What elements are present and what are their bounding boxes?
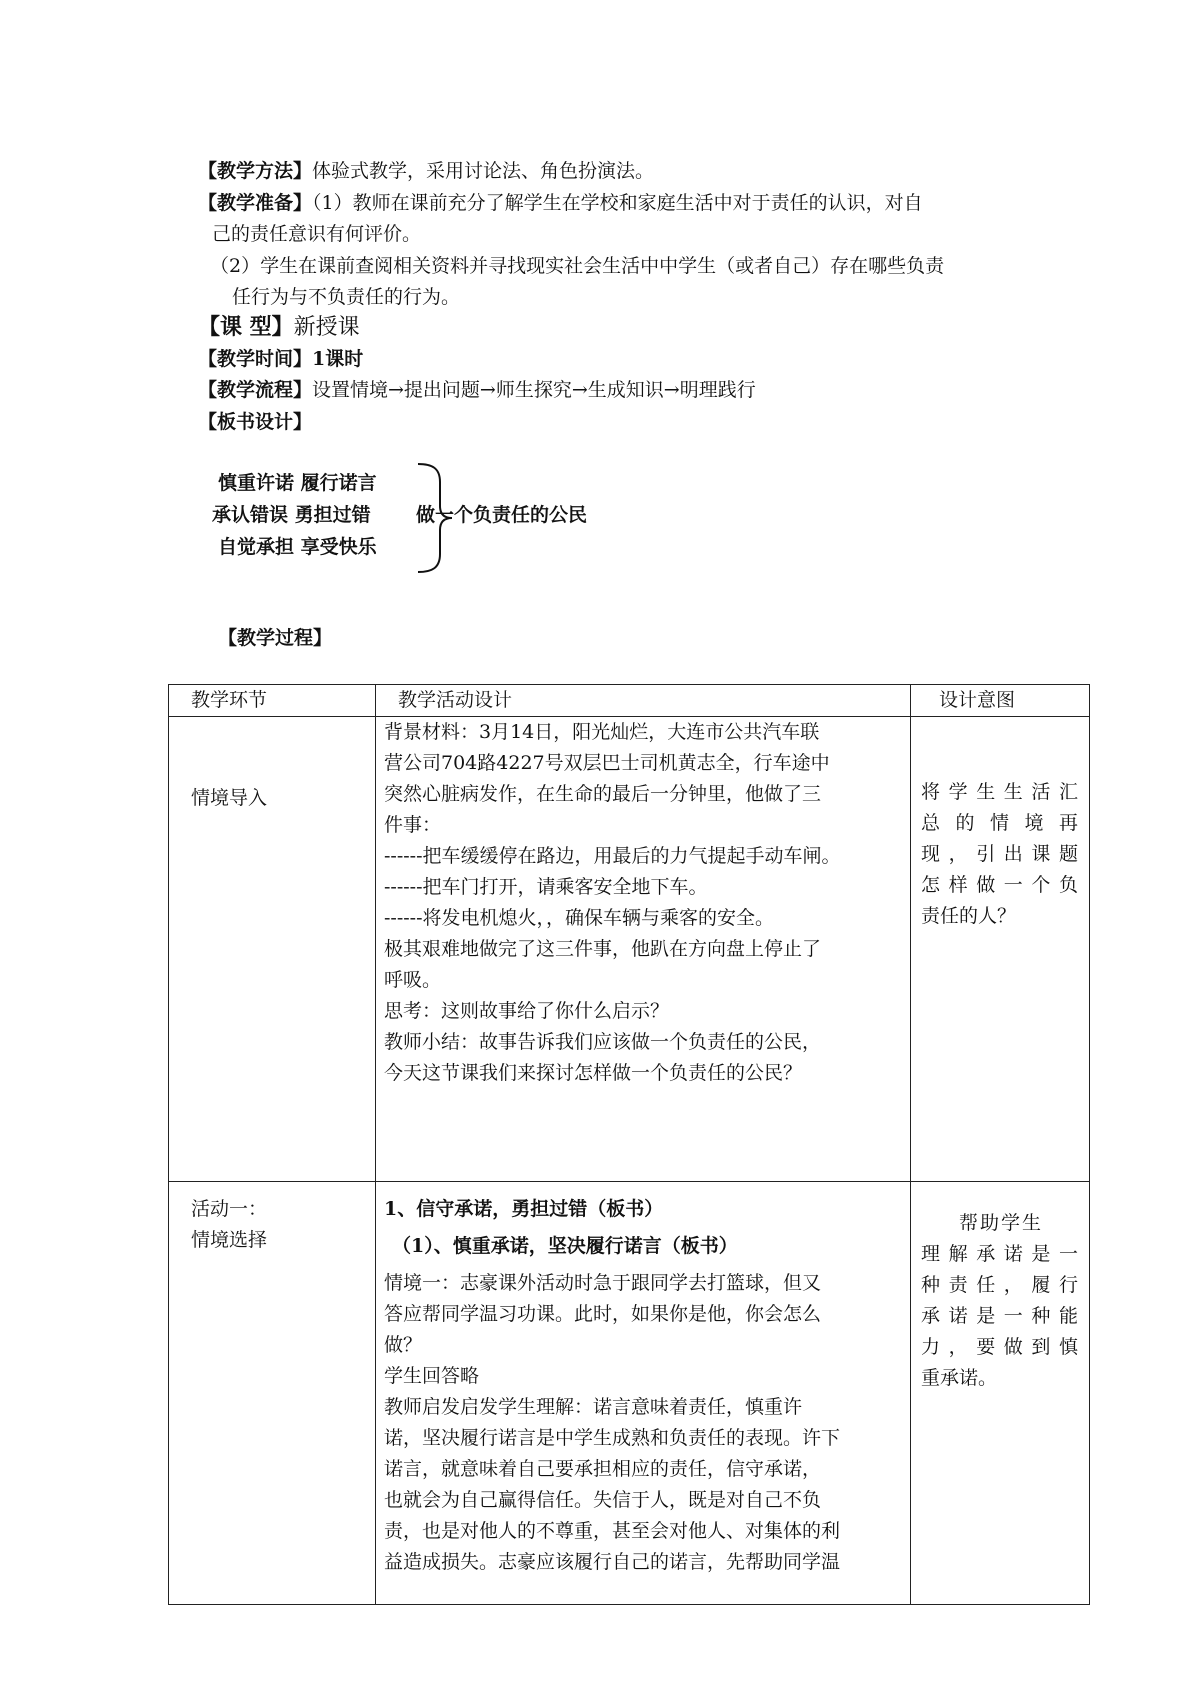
activity-line: ------把车门打开，请乘客安全地下车。 [384,876,708,898]
board-line-3: 自觉承担 享受快乐 [218,536,377,558]
intent-line: 总的情境再 [921,812,1079,834]
teaching-flow-label: 【教学流程】 [198,379,313,401]
teaching-method-text: 体验式教学，采用讨论法、角色扮演法。 [312,160,655,182]
intent-line: 将学生生活汇 [921,781,1079,803]
activity-line: 件事： [384,814,442,836]
lesson-type-label: 【课 型】 [198,314,294,340]
intent-line: 怎样做一个负 [921,874,1079,896]
teaching-time-line [198,345,363,373]
table-row [169,1182,1090,1605]
table-row [169,717,1090,1182]
activity-line: 诺，坚决履行诺言是中学生成熟和负责任的表现。许下 [384,1427,841,1449]
intent-line: 承诺是一种能 [921,1305,1079,1327]
activity-line: 突然心脏病发作，在生命的最后一分钟里，他做了三 [384,783,822,805]
teaching-prep-text-2b: 任行为与不负责任的行为。 [232,286,461,308]
intent-line: 力，要做到慎 [921,1336,1079,1358]
activity-line: 思考：这则故事给了你什么启示？ [384,1000,670,1022]
intent-line: 重承诺。 [921,1367,998,1389]
activity-cell [376,717,911,1182]
activity-heading-1: 1、信守承诺，勇担过错（板书） [384,1198,664,1220]
activity-heading-2: （1）、慎重承诺，坚决履行诺言（板书） [392,1235,738,1257]
activity-line: 极其艰难地做完了这三件事，他趴在方向盘上停止了 [384,938,822,960]
intent-line: 责任的人？ [921,905,1017,927]
intent-line: 现，引出课题 [921,843,1079,865]
intent-line: 理解承诺是一 [921,1243,1079,1265]
teaching-process-table [168,684,1090,1605]
activity-line: 益造成损失。志豪应该履行自己的诺言，先帮助同学温 [384,1551,841,1573]
intent-line: 帮助学生 [959,1212,1044,1234]
stage-scenario-choice: 情境选择 [191,1229,268,1251]
intent-cell [911,717,1090,1182]
activity-line: 诺言，就意味着自己要承担相应的责任，信守承诺， [384,1458,822,1480]
teaching-time-text: 1课时 [312,348,364,370]
activity-line: 今天这节课我们来探讨怎样做一个负责任的公民？ [384,1062,803,1084]
teaching-prep-text-1b: 己的责任意识有何评价。 [212,223,422,245]
teaching-prep-line [198,189,923,217]
lesson-type-line [198,313,360,342]
stage-intro: 情境导入 [191,787,268,809]
board-design-label: 【板书设计】 [198,411,313,433]
activity-line: 也就会为自己赢得信任。失信于人，既是对自己不负 [384,1489,822,1511]
activity-line: 营公司704路4227号双层巴士司机黄志全，行车途中 [384,752,830,774]
teaching-flow-text: 设置情境→提出问题→师生探究→生成知识→明理践行 [312,379,756,401]
activity-line: ------将发电机熄火，，确保车辆与乘客的安全。 [384,907,775,929]
intent-cell [911,1182,1090,1605]
activity-line: 情境一：志豪课外活动时急于跟同学去打篮球，但又 [384,1272,822,1294]
activity-line: 答应帮同学温习功课。此时，如果你是他，你会怎么 [384,1303,822,1325]
teaching-process-label: 【教学过程】 [218,627,333,649]
activity-line: 学生回答略 [384,1365,480,1387]
header-intent: 设计意图 [911,685,1090,717]
teaching-prep-label: 【教学准备】 [198,192,313,214]
lesson-type-text: 新授课 [293,315,360,340]
teaching-method-label: 【教学方法】 [198,160,313,182]
header-activity: 教学活动设计 [376,685,911,717]
teaching-prep-text-2a: （2）学生在课前查阅相关资料并寻找现实社会生活中中学生（或者自己）存在哪些负责 [210,255,945,277]
activity-line: 背景材料：3月14日，阳光灿烂，大连市公共汽车联 [384,721,820,743]
teaching-flow-line [198,376,756,404]
intent-line: 种责任，履行 [921,1274,1079,1296]
board-line-2: 承认错误 勇担过错 [212,504,371,526]
teaching-prep-text-1a: （1）教师在课前充分了解学生在学校和家庭生活中对于责任的认识，对自 [312,192,923,214]
header-stage: 教学环节 [169,685,376,717]
stage-cell [169,717,376,1182]
activity-line: 教师小结：故事告诉我们应该做一个负责任的公民， [384,1031,822,1053]
board-line-1: 慎重许诺 履行诺言 [218,472,377,494]
teaching-method-line [198,157,654,185]
stage-activity-one: 活动一： [191,1198,268,1220]
board-conclusion: 做一个负责任的公民 [416,504,588,526]
activity-line: 教师启发启发学生理解：诺言意味着责任，慎重许 [384,1396,803,1418]
activity-line: 呼吸。 [384,969,442,991]
activity-line: 责，也是对他人的不尊重，甚至会对他人、对集体的利 [384,1520,841,1542]
table-header-row [169,685,1090,717]
activity-line: 做？ [384,1334,423,1356]
activity-line: ------把车缓缓停在路边，用最后的力气提起手动车闸。 [384,845,841,867]
activity-cell [376,1182,911,1605]
stage-cell [169,1182,376,1605]
teaching-time-label: 【教学时间】 [198,348,313,370]
